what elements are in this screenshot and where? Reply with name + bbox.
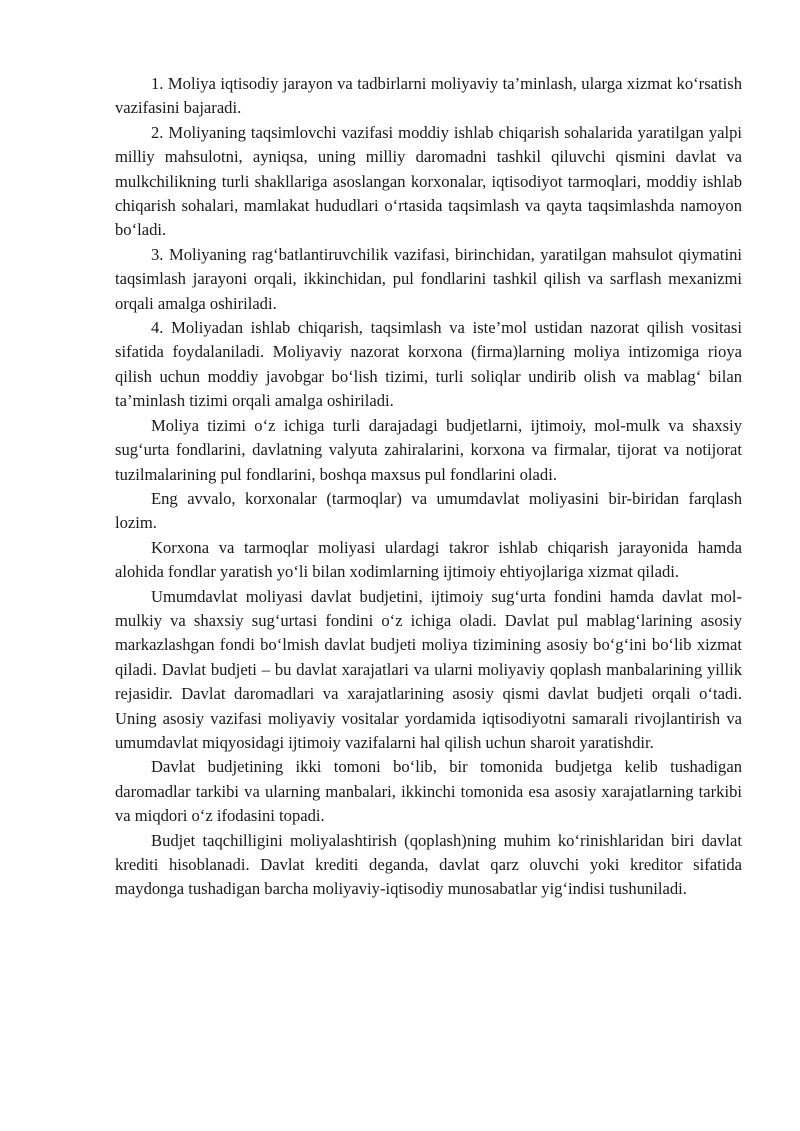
- paragraph-incentive-function: 3. Moliyaning rag‘batlantiruvchilik vazifasi, birinchidan, yaratilgan mahsulot qiymatini taqsimlash jarayoni orqali, ikkinchidan, pul fondlarini tashkil qilish va sarflash mexanizmi orqali amalga oshiriladi.: [115, 244, 742, 313]
- paragraph-budget-sides: Davlat budjetining ikki tomoni bo‘lib, bir tomonida budjetga kelib tushadigan daromadlar tarkibi va ularning manbalari, ikkinchi tomonida esa asosiy xarajatlarning tarkibi va miqdori o‘z ifodasini topadi.: [115, 757, 742, 826]
- document-page: [115, 72, 742, 902]
- paragraph-finance-system: Moliya tizimi o‘z ichiga turli darajadagi budjetlarni, ijtimoiy, mol-mulk va shaxsiy sug‘urta fondlarini, davlatning valyuta zahiralarini, korxona va firmalar, tijorat va notijorat tuzilmalarining pul fondlarini, boshqa maxsus pul fondlarini oladi.: [115, 415, 742, 484]
- paragraph-state-credit: Budjet taqchilligini moliyalashtirish (qoplash)ning muhim ko‘rinishlaridan biri davlat krediti hisoblanadi. Davlat krediti deganda, davlat qarz oluvchi yoki kreditor sifatida maydonga tushadigan barcha moliyaviy-iqtisodiy munosabatlar yig‘indisi tushuniladi.: [115, 830, 742, 899]
- paragraph-state-finance: Umumdavlat moliyasi davlat budjetini, ijtimoiy sug‘urta fondini hamda davlat mol-mulkiy va shaxsiy sug‘urtasi fondini o‘z ichiga oladi. Davlat pul mablag‘larining asosiy markazlashgan fondi bo‘lmish davlat budjeti moliya tizimining asosiy bo‘g‘ini bo‘lib xizmat qiladi. Davlat budjeti – bu davlat xarajatlari va ularni moliyaviy qoplash manbalarining yillik rejasidir. Davlat daromadlari va xarajatlarining asosiy qismi davlat budjeti orqali o‘tadi. Uning asosiy vazifasi moliyaviy vositalar yordamida iqtisodiyotni samarali rivojlantirish va umumdavlat miqyosidagi ijtimoiy vazifalarni hal qilish uchun sharoit yaratishdir.: [115, 586, 742, 752]
- paragraph-distinction: Eng avvalo, korxonalar (tarmoqlar) va umumdavlat moliyasini bir-biridan farqlash lozim.: [115, 488, 742, 533]
- paragraph-distribution-function: 2. Moliyaning taqsimlovchi vazifasi moddiy ishlab chiqarish sohalarida yaratilgan yalpi milliy mahsulotni, ayniqsa, uning milliy daromadni tashkil qiluvchi qismini davlat va mulkchilikning turli shakllariga asoslangan korxonalar, iqtisodiyot tarmoqlari, moddiy ishlab chiqarish sohalari, mamlakat hududlari o‘rtasida taqsimlash va qayta taqsimlashda namoyon bo‘ladi.: [115, 122, 742, 240]
- paragraph-finance-provisioning-function: 1. Moliya iqtisodiy jarayon va tadbirlarni moliyaviy ta’minlash, ularga xizmat ko‘rsatish vazifasini bajaradi.: [115, 74, 742, 118]
- paragraph-control-function: 4. Moliyadan ishlab chiqarish, taqsimlash va iste’mol ustidan nazorat qilish vositasi sifatida foydalaniladi. Moliyaviy nazorat korxona (firma)larning moliya intizomiga rioya qilish uchun moddiy javobgar bo‘lish tizimi, turli soliqlar undirib olish va mablag‘ bilan ta’minlash tizimi orqali amalga oshiriladi.: [115, 318, 742, 411]
- paragraph-enterprise-finance: Korxona va tarmoqlar moliyasi ulardagi takror ishlab chiqarish jarayonida hamda alohida fondlar yaratish yo‘li bilan xodimlarning ijtimoiy ehtiyojlariga xizmat qiladi.: [115, 537, 742, 582]
